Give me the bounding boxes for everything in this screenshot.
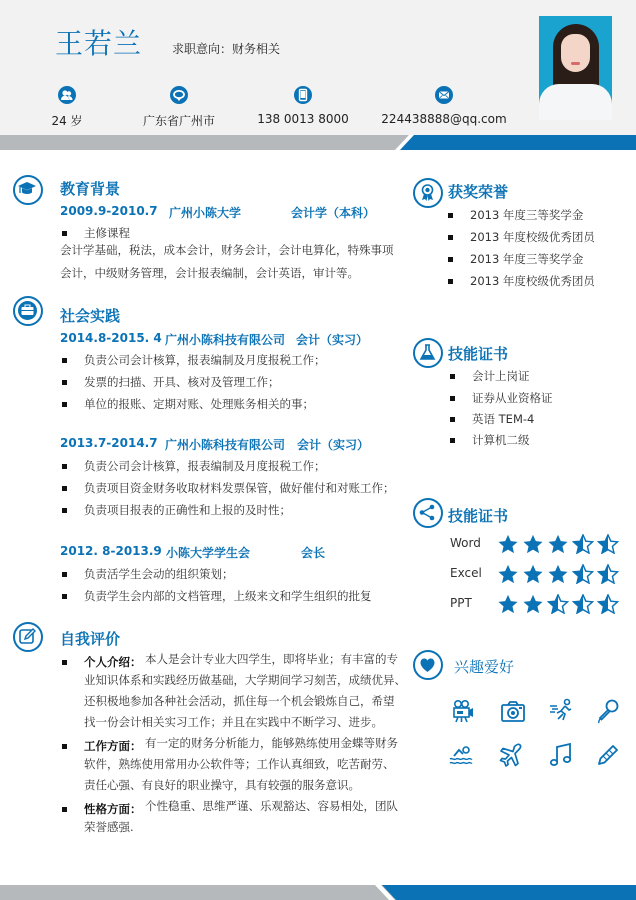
section-title-certificates: 技能证书 bbox=[448, 345, 509, 363]
education-courses-line1: 会计学基础，税法，成本会计，财务会计，会计电算化，特殊事项 bbox=[60, 243, 394, 257]
section-title-education: 教育背景 bbox=[60, 180, 121, 198]
edit-icon bbox=[13, 622, 43, 652]
award-item: 2013 年度校级优秀团员 bbox=[470, 274, 595, 288]
header-divider-blue bbox=[400, 135, 636, 150]
star-full-icon bbox=[547, 534, 569, 554]
education-period: 2009.9-2010.7 bbox=[60, 204, 158, 218]
award-icon bbox=[413, 178, 443, 208]
flask-icon bbox=[413, 338, 443, 368]
self-eval-label: 个人介绍： bbox=[84, 655, 142, 669]
star-full-icon bbox=[497, 564, 519, 584]
star-half-icon bbox=[547, 594, 569, 614]
certificate-item: 证券从业资格证 bbox=[472, 391, 553, 405]
heart-icon bbox=[413, 650, 443, 680]
certificate-item: 会计上岗证 bbox=[472, 369, 530, 383]
award-item: 2013 年度三等奖学金 bbox=[470, 252, 584, 266]
header bbox=[0, 0, 636, 135]
info-phone: 138 0013 8000 bbox=[233, 86, 373, 126]
education-bullet: 主修课程 bbox=[84, 226, 130, 240]
practice-item: 负责项目报表的正确性和上报的及时性； bbox=[84, 503, 291, 517]
practice-item: 负责公司会计核算，报表编制及月度报税工作； bbox=[84, 353, 326, 367]
rating-stars bbox=[497, 594, 619, 614]
candidate-name: 王若兰 bbox=[55, 27, 143, 60]
swimming-icon bbox=[448, 742, 474, 768]
star-half-icon bbox=[572, 564, 594, 584]
airplane-icon bbox=[498, 742, 524, 768]
practice-item: 负责公司会计核算，报表编制及月度报税工作； bbox=[84, 459, 326, 473]
rating-stars bbox=[497, 534, 619, 554]
star-half-icon bbox=[597, 534, 619, 554]
education-courses-line2: 会计，中级财务管理，会计报表编制，会计英语，审计等。 bbox=[60, 266, 359, 280]
camera-icon bbox=[500, 698, 526, 724]
header-divider-gray bbox=[0, 135, 420, 150]
certificate-item: 计算机二级 bbox=[472, 433, 530, 447]
self-eval-label: 工作方面： bbox=[84, 739, 142, 753]
section-title-practice: 社会实践 bbox=[60, 307, 121, 325]
music-note-icon bbox=[548, 742, 574, 768]
rating-stars bbox=[497, 564, 619, 584]
footer-divider-blue bbox=[382, 885, 636, 900]
info-email: 224438888@qq.com bbox=[374, 86, 514, 126]
job-intent: 求职意向：财务相关 bbox=[172, 42, 281, 56]
section-title-hobbies: 兴趣爱好 bbox=[454, 658, 515, 676]
star-half-icon bbox=[572, 594, 594, 614]
star-full-icon bbox=[522, 534, 544, 554]
star-full-icon bbox=[547, 564, 569, 584]
star-half-icon bbox=[597, 594, 619, 614]
practice-item: 负责项目资金财务收取材料发票保管，做好催付和对账工作； bbox=[84, 481, 395, 495]
skill-row-ppt: PPT bbox=[450, 596, 472, 610]
user-icon bbox=[58, 86, 76, 104]
info-age: 24 岁 bbox=[0, 86, 137, 129]
star-full-icon bbox=[497, 534, 519, 554]
education-major: 会计学（本科） bbox=[291, 206, 376, 220]
phone-icon bbox=[294, 86, 312, 104]
profile-photo bbox=[539, 16, 612, 120]
briefcase-icon bbox=[13, 296, 43, 326]
section-title-self-eval: 自我评价 bbox=[60, 630, 121, 648]
footer-divider-gray bbox=[0, 885, 400, 900]
practice-item: 负责学生会内部的文档管理，上级来文和学生组织的批复 bbox=[84, 589, 372, 603]
section-title-skills: 技能证书 bbox=[448, 507, 509, 525]
star-half-icon bbox=[572, 534, 594, 554]
self-eval-label: 性格方面： bbox=[84, 802, 142, 816]
share-icon bbox=[413, 498, 443, 528]
practice-item: 单位的报账、定期对账、处理账务相关的事； bbox=[84, 397, 314, 411]
microphone-icon bbox=[595, 698, 621, 724]
star-half-icon bbox=[597, 564, 619, 584]
section-title-awards: 获奖荣誉 bbox=[448, 183, 509, 201]
info-location: 广东省广州市 bbox=[109, 86, 249, 129]
graduation-cap-icon bbox=[13, 175, 43, 205]
movie-camera-icon bbox=[450, 698, 476, 724]
pencil-icon bbox=[595, 742, 621, 768]
location-icon bbox=[170, 86, 188, 104]
practice-item: 发票的扫描、开具、核对及管理工作； bbox=[84, 375, 280, 389]
award-item: 2013 年度校级优秀团员 bbox=[470, 230, 595, 244]
running-icon bbox=[548, 698, 574, 724]
star-full-icon bbox=[522, 594, 544, 614]
star-full-icon bbox=[522, 564, 544, 584]
star-full-icon bbox=[497, 594, 519, 614]
education-school: 广州小陈大学 bbox=[169, 206, 242, 220]
mail-icon bbox=[435, 86, 453, 104]
practice-item: 负责活学生会动的组织策划； bbox=[84, 567, 234, 581]
certificate-item: 英语 TEM-4 bbox=[472, 412, 535, 426]
skill-row-excel: Excel bbox=[450, 566, 482, 580]
skill-row-word: Word bbox=[450, 536, 481, 550]
award-item: 2013 年度三等奖学金 bbox=[470, 208, 584, 222]
